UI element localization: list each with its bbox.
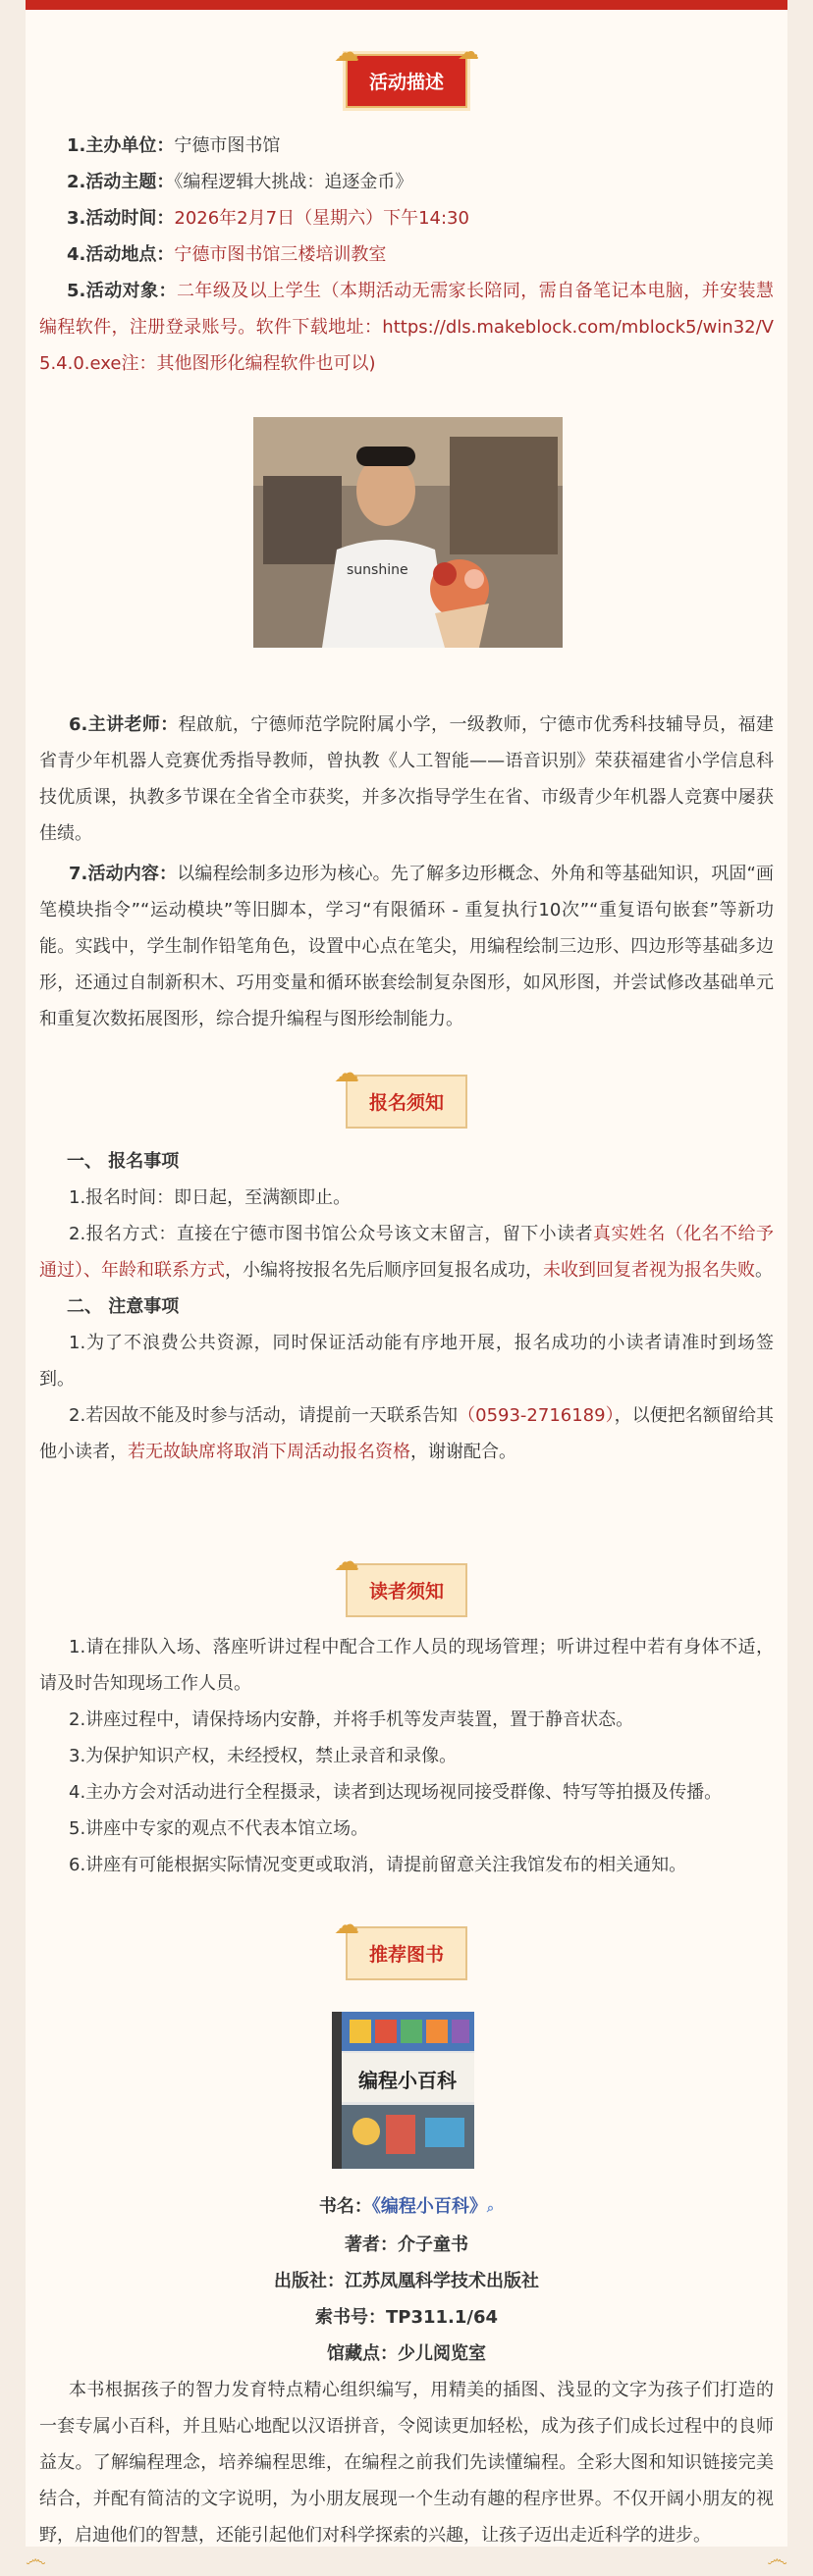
- search-icon[interactable]: ⌕: [486, 2201, 495, 2216]
- signup-method: 2.报名方式：直接在宁德市图书馆公众号该文末留言，留下小读者真实姓名（化名不给予通过）、年龄和联系方式，小编将按报名先后顺序回复报名成功，未收到回复者视为报名失败。: [39, 1224, 775, 1281]
- bottom-decoration: [0, 2548, 813, 2576]
- signup-heading-1: 一、 报名事项: [67, 1151, 180, 1172]
- swirl-icon: ෴: [767, 2548, 787, 2572]
- reader-note-5: 5.讲座中专家的观点不代表本馆立场。: [69, 1818, 369, 1839]
- activity-header: [0, 38, 813, 108]
- book-callno: 索书号：TP311.1/64: [314, 2307, 499, 2328]
- book-author: 著者：介子童书: [345, 2234, 468, 2255]
- book-name-line: 书名：《编程小百科》⌕: [318, 2196, 495, 2217]
- teacher-photo-image: [253, 417, 563, 648]
- book-description: 本书根据孩子的智力发育特点精心组织编写，用精美的插图、浅显的文字为孩子们打造的一套专属小百科，并且贴心地配以汉语拼音，令阅读更加轻松，成为孩子们成长过程中的良师益友。了解编程理念，培养编程思维，在编程之前我们先读懂编程。全彩大图和知识链接完美结合，并配有简洁的文字说明，为小朋友展现一个生动有趣的程序世界。不仅开阔小朋友的视野，启迪他们的智慧，还能引起他们对科学探索的兴趣，让孩子迈出走近科学的进步。: [39, 2380, 774, 2546]
- book-cover: [332, 2012, 481, 2169]
- book-name-link[interactable]: 《编程小百科》: [371, 2196, 487, 2217]
- reader-note-4: 4.主办方会对活动进行全程摄录，读者到达现场视同接受群像、特写等拍摄及传播。: [69, 1782, 723, 1803]
- reader-note-2: 2.讲座过程中，请保持场内安静，并将手机等发声装置，置于静音状态。: [69, 1709, 634, 1730]
- notice-2: 2.若因故不能及时参与活动，请提前一天联系告知（0593-2716189），以便把名额留给其他小读者，若无故缺席将取消下周活动报名资格，谢谢配合。: [39, 1405, 775, 1462]
- book-info: [39, 2188, 774, 2553]
- reader-title-badge: [333, 1548, 467, 1617]
- activity-info: [39, 128, 774, 382]
- cloud-icon: ☁: [333, 1911, 359, 1940]
- signup-title-badge: [333, 1059, 467, 1129]
- reader-note-1: 1.请在排队入场、落座听讲过程中配合工作人员的现场管理；听讲过程中若有身体不适，请及时告知现场工作人员。: [39, 1637, 774, 1694]
- reader-title: 读者须知: [368, 1581, 444, 1603]
- book-header: [0, 1911, 813, 1980]
- book-title: 推荐图书: [368, 1944, 444, 1966]
- signup-title: 报名须知: [368, 1092, 444, 1114]
- cloud-icon: ☁: [333, 1548, 359, 1577]
- activity-title: 活动描述: [368, 72, 444, 93]
- book-location: 馆藏点：少儿阅览室: [327, 2343, 486, 2364]
- cloud-icon: ☁: [458, 40, 479, 65]
- time-line: 3.活动时间：2026年2月7日（星期六）下午14:30: [67, 208, 469, 229]
- teacher-photo: [253, 417, 563, 648]
- book-title-badge: [333, 1911, 467, 1980]
- book-cover-title: 编程小百科: [358, 2069, 457, 2092]
- top-red-bar: [26, 0, 787, 10]
- book-cover-image: [332, 2012, 481, 2169]
- reader-note-6: 6.讲座有可能根据实际情况变更或取消，请提前留意关注我馆发布的相关通知。: [69, 1855, 687, 1875]
- reader-notes: [39, 1629, 774, 1883]
- reader-header: [0, 1548, 813, 1617]
- audience-line: 5.活动对象：二年级及以上学生（本期活动无需家长陪同，需自备笔记本电脑，并安装慧编程软件，注册登录账号。软件下载地址：https://dls.makeblock.com/mblock5/win32/V5.4.0.exe注：其他图形化编程软件也可以): [39, 281, 774, 374]
- place-line: 4.活动地点：宁德市图书馆三楼培训教室: [67, 244, 387, 265]
- cloud-icon: ☁: [333, 38, 359, 68]
- teacher-and-content: [39, 707, 774, 1037]
- theme-line: 2.活动主题：《编程逻辑大挑战：追逐金币》: [67, 172, 413, 192]
- content-line: 7.活动内容：以编程绘制多边形为核心。先了解多边形概念、外角和等基础知识，巩固“画笔模块指令”“运动模块”等旧脚本，学习“有限循环 - 重复执行10次”“重复语句嵌套”等新功能。实践中，学生制作铅笔角色，设置中心点在笔尖，用编程绘制三边形、四边形等基础多边形，还通过自制新积木、巧用变量和循环嵌套绘制复杂图形，如风形图，并尝试修改基础单元和重复次数拓展图形，综合提升编程与图形绘制能力。: [39, 864, 774, 1029]
- swirl-icon: ෴: [26, 2548, 46, 2572]
- signup-heading-2: 二、 注意事项: [67, 1296, 180, 1317]
- signup-time: 1.报名时间：即日起，至满额即止。: [69, 1187, 352, 1208]
- signup-info: [39, 1143, 774, 1470]
- shirt-text: sunshine: [347, 562, 408, 578]
- teacher-line: 6.主讲老师：程啟航，宁德师范学院附属小学，一级教师，宁德市优秀科技辅导员，福建省青少年机器人竞赛优秀指导教师，曾执教《人工智能——语音识别》荣获福建省小学信息科技优质课，执教多节课在全省全市获奖，并多次指导学生在省、市级青少年机器人竞赛中屡获佳绩。: [39, 714, 774, 844]
- signup-header: [0, 1059, 813, 1129]
- notice-1: 1.为了不浪费公共资源，同时保证活动能有序地开展，报名成功的小读者请准时到场签到。: [39, 1333, 774, 1390]
- book-publisher: 出版社：江苏凤凰科学技术出版社: [274, 2271, 539, 2291]
- organizer-line: 1.主办单位：宁德市图书馆: [67, 135, 281, 156]
- activity-title-badge: [333, 38, 479, 108]
- cloud-icon: ☁: [333, 1059, 359, 1088]
- reader-note-3: 3.为保护知识产权，未经授权，禁止录音和录像。: [69, 1746, 458, 1766]
